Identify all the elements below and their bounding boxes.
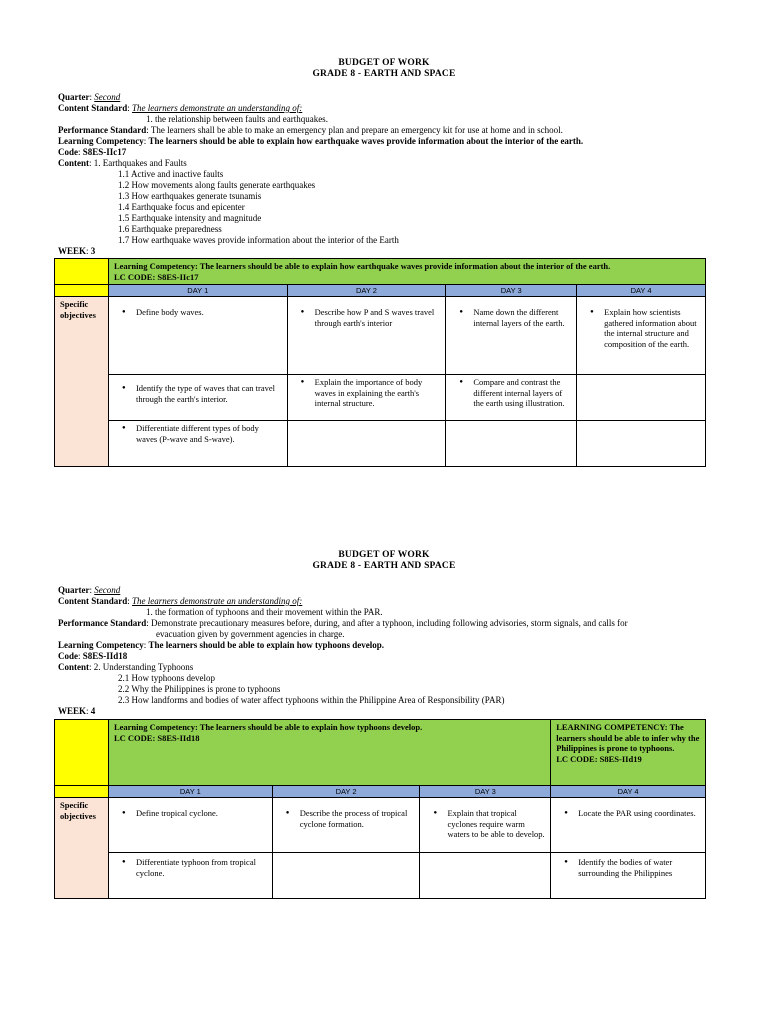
content-item: 1.4 Earthquake focus and epicenter <box>118 202 245 212</box>
doc-title: BUDGET OF WORK <box>338 58 430 68</box>
specific-objectives-label: Specific objectives <box>55 297 109 467</box>
budget-table-week3 <box>54 258 706 467</box>
day-header: DAY 1 <box>108 786 272 798</box>
objective-item: ● Identify the type of waves that can travel through the earth's interior. <box>136 383 282 404</box>
content-standard: The learners demonstrate an understanding of: <box>132 103 303 113</box>
table-learning-competency: Learning Competency: The learners should be able to explain how typhoons develop. LC CODE: S8ES-IId18 <box>108 720 550 786</box>
day-header: DAY 1 <box>108 285 287 297</box>
content-standard-item: 1. the relationship between faults and earthquakes. <box>146 114 328 124</box>
content-standard: The learners demonstrate an understanding of: <box>132 596 303 606</box>
objective-item: ● Explain how scientists gathered information about the internal structure and composition of the earth. <box>604 307 700 349</box>
header-info: Quarter: Second Content Standard: The learners demonstrate an understanding of: 1. the formation of typhoons and their movement within the PAR. Performance Standard: Demonstrate precautionary measures before, during, and after a typhoon, including following advisories, storm signals, and calls for evacuation given by government agencies in charge. Learning Competency: The learners should be able to explain how typhoons develop. Code: S8ES-IId18 Content: 2. Understanding Typhoons 2.1 How typhoons develop 2.2 Why the Philippines is prone to typhoons 2.3 How landforms and bodies of water affect typhoons within the Philippine Area of Responsibility (PAR) WEEK: 4 <box>58 585 748 717</box>
day-header: DAY 2 <box>287 285 446 297</box>
table-learning-competency-2: LEARNING COMPETENCY: The learners should be able to infer why the Philippines is prone to typhoons. LC CODE: S8ES-IId19 <box>551 720 706 786</box>
day-header: DAY 3 <box>446 285 577 297</box>
code-value: S8ES-IId18 <box>82 651 128 661</box>
objective-item: ● Explain the importance of body waves in explaining the earth's internal structure. <box>315 377 441 409</box>
learning-competency: The learners should be able to explain how typhoons develop. <box>148 640 385 650</box>
budget-table-week4 <box>54 719 706 899</box>
grade-title: GRADE 8 - EARTH AND SPACE <box>312 561 456 571</box>
quarter-value: Second <box>94 585 121 595</box>
performance-standard: The learners shall be able to make an emergency plan and prepare an emergency kit for use at home and in school. <box>150 125 563 135</box>
day-header: DAY 3 <box>420 786 551 798</box>
content-item: 1.7 How earthquake waves provide information about the interior of the Earth <box>118 235 399 245</box>
performance-standard-cont: evacuation given by government agencies in charge. <box>156 629 345 639</box>
content-item: 1.2 How movements along faults generate earthquakes <box>118 180 316 190</box>
objective-item: ● Describe the process of tropical cyclone formation. <box>300 808 415 829</box>
content-standard-item: 1. the formation of typhoons and their movement within the PAR. <box>146 607 383 617</box>
objective-item: ● Identify the bodies of water surrounding the Philippines <box>578 857 700 878</box>
grade-title: GRADE 8 - EARTH AND SPACE <box>312 69 456 79</box>
content-value: 1. Earthquakes and Faults <box>93 158 187 168</box>
week-label: WEEK <box>58 706 87 716</box>
specific-objectives-label: Specific objectives <box>55 798 109 899</box>
day-header: DAY 4 <box>577 285 706 297</box>
content-item: 2.1 How typhoons develop <box>118 673 215 683</box>
content-value: 2. Understanding Typhoons <box>93 662 194 672</box>
content-item: 2.3 How landforms and bodies of water affect typhoons within the Philippine Area of Responsibility (PAR) <box>118 695 505 705</box>
day-header: DAY 2 <box>272 786 420 798</box>
objective-item: ● Name down the different internal layers of the earth. <box>473 307 571 328</box>
day-header: DAY 4 <box>551 786 706 798</box>
objective-item: ● Differentiate typhoon from tropical cyclone. <box>136 857 267 878</box>
quarter-value: Second <box>94 92 121 102</box>
content-item: 1.5 Earthquake intensity and magnitude <box>118 213 262 223</box>
week-value: 4 <box>90 706 96 716</box>
table-learning-competency: Learning Competency: The learners should be able to explain how earthquake waves provide information about the interior of the earth. LC CODE: S8ES-IIc17 <box>108 259 705 285</box>
doc-title: BUDGET OF WORK <box>338 550 430 560</box>
objective-item: ● Define body waves. <box>136 307 282 318</box>
objective-item: ● Describe how P and S waves travel through earth's interior <box>315 307 441 328</box>
content-item: 1.1 Active and inactive faults <box>118 169 224 179</box>
performance-standard: Demonstrate precautionary measures before, during, and after a typhoon, including following advisories, storm signals, and calls for <box>151 618 628 628</box>
objective-item: ● Locate the PAR using coordinates. <box>578 808 700 819</box>
week-label: WEEK <box>58 246 87 256</box>
content-item: 1.3 How earthquakes generate tsunamis <box>118 191 262 201</box>
objective-item: ● Differentiate different types of body waves (P-wave and S-wave). <box>136 423 282 444</box>
content-item: 2.2 Why the Philippines is prone to typhoons <box>118 684 281 694</box>
code-value: S8ES-IIc17 <box>82 147 127 157</box>
content-item: 1.6 Earthquake preparedness <box>118 224 222 234</box>
week-value: 3 <box>90 246 96 256</box>
objective-item: ● Compare and contrast the different internal layers of the earth using illustration. <box>473 377 571 409</box>
header-info: Quarter: Second Content Standard: The learners demonstrate an understanding of: 1. the relationship between faults and earthquakes. Performance Standard: The learners shall be able to make an emergency plan and prepare an emergency kit for use at home and in school. Learning Competency: The learners should be able to explain how earthquake waves provide information about the interior of the earth. Code: S8ES-IIc17 Content: 1. Earthquakes and Faults 1.1 Active and inactive faults 1.2 How movements along faults generate earthquakes 1.3 How earthquakes generate tsunamis 1.4 Earthquake focus and epicenter 1.5 Earthquake intensity and magnitude 1.6 Earthquake preparedness 1.7 How earthquake waves provide information about the interior of the Earth WEEK: 3 <box>58 92 748 257</box>
learning-competency: The learners should be able to explain how earthquake waves provide information about the interior of the earth. <box>148 136 584 146</box>
objective-item: ● Explain that tropical cyclones require warm waters to be able to develop. <box>447 808 545 840</box>
objective-item: ● Define tropical cyclone. <box>136 808 267 819</box>
